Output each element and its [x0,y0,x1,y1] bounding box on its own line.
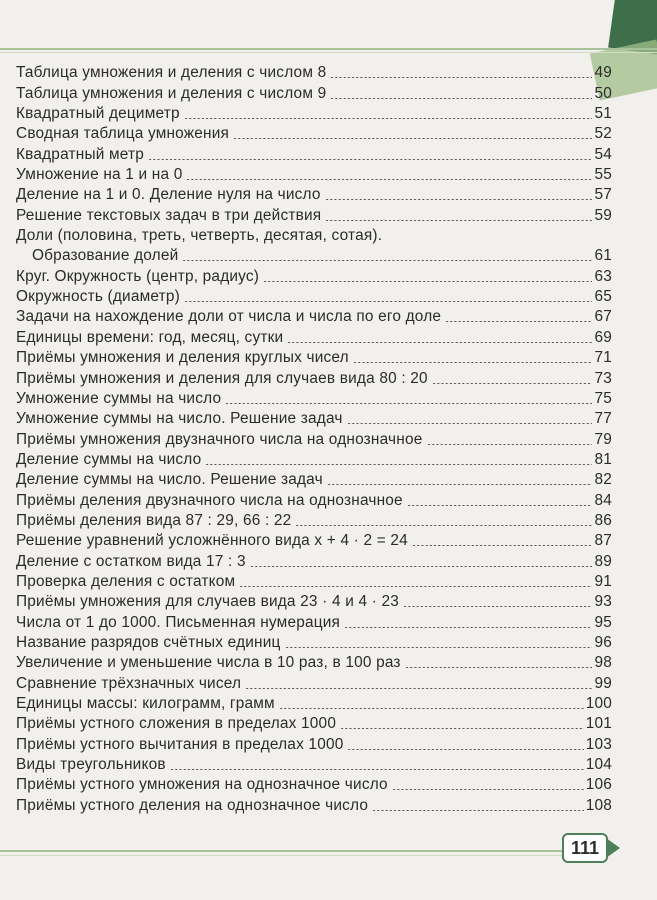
toc-leader-dots [327,484,592,485]
toc-entry-page: 51 [594,105,612,123]
toc-leader-dots [403,606,592,607]
toc-leader-dots [250,566,592,567]
toc-entry-page: 96 [594,633,612,651]
toc-entry [16,449,612,469]
toc-entry [16,571,612,591]
toc-entry [16,123,612,143]
toc-entry-title: Приёмы умножения для случаев вида 23 · 4 и 4 · 23 [16,593,400,611]
toc-leader-dots [412,545,592,546]
toc-entry-page: 63 [594,267,612,285]
toc-entry [16,143,612,163]
toc-leader-dots [263,281,592,282]
toc-entry-title: Увеличение и уменьшение числа в 10 раз, в 100 раз [16,654,401,672]
toc-entry-title: Умножение суммы на число [16,389,222,407]
toc-entry-title: Приёмы устного деления на однозначное число [16,796,369,814]
toc-entry-page: 73 [594,369,612,387]
toc-entry-page: 89 [594,552,612,570]
toc-entry-page: 106 [585,776,612,794]
toc-leader-dots [225,403,592,404]
toc-entry [16,428,612,448]
toc-leader-dots [184,301,592,302]
toc-leader-dots [148,159,592,160]
toc-leader-dots [372,810,584,811]
toc-entry-title: Проверка деления с остатком [16,572,236,590]
toc-entry-title: Сравнение трёхзначных чисел [16,674,242,692]
toc-entry [16,388,612,408]
toc-entry-title: Приёмы устного вычитания в пределах 1000 [16,735,344,753]
toc-leader-dots [233,138,592,139]
toc-entry-title: Приёмы умножения и деления круглых чисел [16,349,349,367]
toc-entry [16,510,612,530]
bottom-rule [0,850,566,852]
toc-entry-page: 84 [594,491,612,509]
toc-entry-page: 104 [585,756,612,774]
toc-leader-dots [407,505,592,506]
toc-entry-title: Круг. Окружность (центр, радиус) [16,267,260,285]
toc-entry-page: 59 [594,206,612,224]
toc-leader-dots [186,179,592,180]
toc-entry-title: Сводная таблица умножения [16,125,230,143]
toc-entry-page: 54 [594,145,612,163]
toc-leader-dots [330,77,592,78]
toc-entry [16,347,612,367]
toc-entry-page: 69 [594,328,612,346]
toc-entry-page: 67 [594,308,612,326]
toc-entry-page: 87 [594,532,612,550]
toc-leader-dots [182,260,592,261]
toc-entry-page: 101 [585,715,612,733]
toc-entry-title: Квадратный метр [16,145,145,163]
toc-entry [16,632,612,652]
toc-entry [16,326,612,346]
toc-entry-page: 82 [594,471,612,489]
toc-entry [16,164,612,184]
toc-leader-dots [184,118,592,119]
toc-entry-title: Решение текстовых задач в три действия [16,206,322,224]
toc-entry [16,286,612,306]
toc-leader-dots [245,688,592,689]
toc-entry-page: 50 [594,84,612,102]
toc-leader-dots [392,789,584,790]
page-number-badge: 111 [562,833,608,863]
toc-entry [16,184,612,204]
toc-leader-dots [325,199,592,200]
toc-entry [16,225,612,245]
toc-leader-dots [445,321,592,322]
toc-entry-title: Доли (половина, треть, четверть, десятая, сотая). [16,227,383,245]
toc-entry-title: Приёмы деления двузначного числа на однозначное [16,491,403,509]
toc-leader-dots [170,769,584,770]
toc-leader-dots [344,627,592,628]
toc-leader-dots [205,464,592,465]
toc-entry [16,103,612,123]
table-of-contents [16,62,612,815]
toc-entry [16,550,612,570]
toc-entry-page: 49 [594,64,612,82]
toc-entry [16,204,612,224]
toc-entry-title: Приёмы устного умножения на однозначное число [16,776,388,794]
toc-entry-page: 57 [594,186,612,204]
toc-entry-page: 61 [594,247,612,265]
toc-entry-page: 71 [594,349,612,367]
toc-entry [16,265,612,285]
toc-entry-title: Виды треугольников [16,756,166,774]
toc-entry-page: 75 [594,389,612,407]
toc-entry [16,367,612,387]
toc-entry-title: Образование долей [32,247,179,265]
toc-entry [16,733,612,753]
toc-entry-page: 103 [585,735,612,753]
toc-leader-dots [325,220,592,221]
toc-entry [16,652,612,672]
toc-entry [16,693,612,713]
toc-entry [16,713,612,733]
toc-entry-title: Деление на 1 и 0. Деление нуля на число [16,186,321,204]
toc-entry-title: Числа от 1 до 1000. Письменная нумерация [16,613,341,631]
toc-entry-page: 91 [594,572,612,590]
toc-entry-page: 98 [594,654,612,672]
toc-entry-page: 95 [594,613,612,631]
toc-entry [16,794,612,814]
toc-entry-title: Таблица умножения и деления с числом 8 [16,64,327,82]
toc-leader-dots [330,98,592,99]
toc-entry [16,754,612,774]
toc-leader-dots [239,586,592,587]
toc-leader-dots [427,444,593,445]
toc-entry-title: Таблица умножения и деления с числом 9 [16,84,327,102]
toc-entry [16,62,612,82]
toc-entry-title: Деление суммы на число [16,450,202,468]
toc-entry-page: 99 [594,674,612,692]
toc-entry-page: 65 [594,288,612,306]
toc-leader-dots [279,708,584,709]
toc-entry-page: 81 [594,450,612,468]
bottom-rule-thin [0,855,566,856]
toc-entry [16,245,612,265]
toc-entry-title: Приёмы умножения и деления для случаев вида 80 : 20 [16,369,428,387]
toc-leader-dots [432,383,592,384]
toc-entry [16,82,612,102]
toc-entry [16,530,612,550]
toc-entry [16,469,612,489]
toc-leader-dots [340,728,584,729]
top-rule-thin [0,52,657,53]
toc-entry-title: Единицы времени: год, месяц, сутки [16,328,284,346]
toc-entry [16,774,612,794]
toc-leader-dots [347,423,592,424]
toc-entry-title: Умножение на 1 и на 0 [16,166,183,184]
toc-entry-page: 55 [594,166,612,184]
toc-entry [16,489,612,509]
toc-entry-title: Задачи на нахождение доли от числа и числа по его доле [16,308,442,326]
toc-entry-page: 86 [594,511,612,529]
page-badge-arrow [606,838,620,858]
toc-entry [16,591,612,611]
toc-entry-page: 77 [594,410,612,428]
toc-entry-page: 100 [585,695,612,712]
top-rule [0,48,657,50]
toc-leader-dots [347,749,583,750]
toc-entry-title: Деление суммы на число. Решение задач [16,471,323,489]
toc-entry-title: Приёмы умножения двузначного числа на однозначное [16,430,423,448]
toc-entry-page: 52 [594,125,612,143]
toc-entry [16,306,612,326]
toc-entry [16,672,612,692]
toc-entry [16,408,612,428]
toc-entry-page: 108 [585,796,612,814]
toc-leader-dots [353,362,592,363]
toc-entry-title: Единицы массы: килограмм, грамм [16,695,275,712]
toc-entry-title: Решение уравнений усложнённого вида x + 4 · 2 = 24 [16,532,408,550]
toc-entry-title: Квадратный дециметр [16,105,180,123]
toc-entry-title: Окружность (диаметр) [16,288,180,306]
toc-entry-title: Умножение суммы на число. Решение задач [16,410,343,428]
toc-entry [16,611,612,631]
toc-entry-title: Название разрядов счётных единиц [16,633,281,651]
toc-leader-dots [285,647,592,648]
toc-entry-title: Приёмы устного сложения в пределах 1000 [16,715,337,733]
toc-entry-page: 93 [594,593,612,611]
toc-entry-title: Деление с остатком вида 17 : 3 [16,552,246,570]
toc-leader-dots [295,525,592,526]
toc-entry-title: Приёмы деления вида 87 : 29, 66 : 22 [16,511,292,529]
toc-entry-page: 79 [594,430,612,448]
toc-leader-dots [405,667,592,668]
toc-leader-dots [287,342,592,343]
